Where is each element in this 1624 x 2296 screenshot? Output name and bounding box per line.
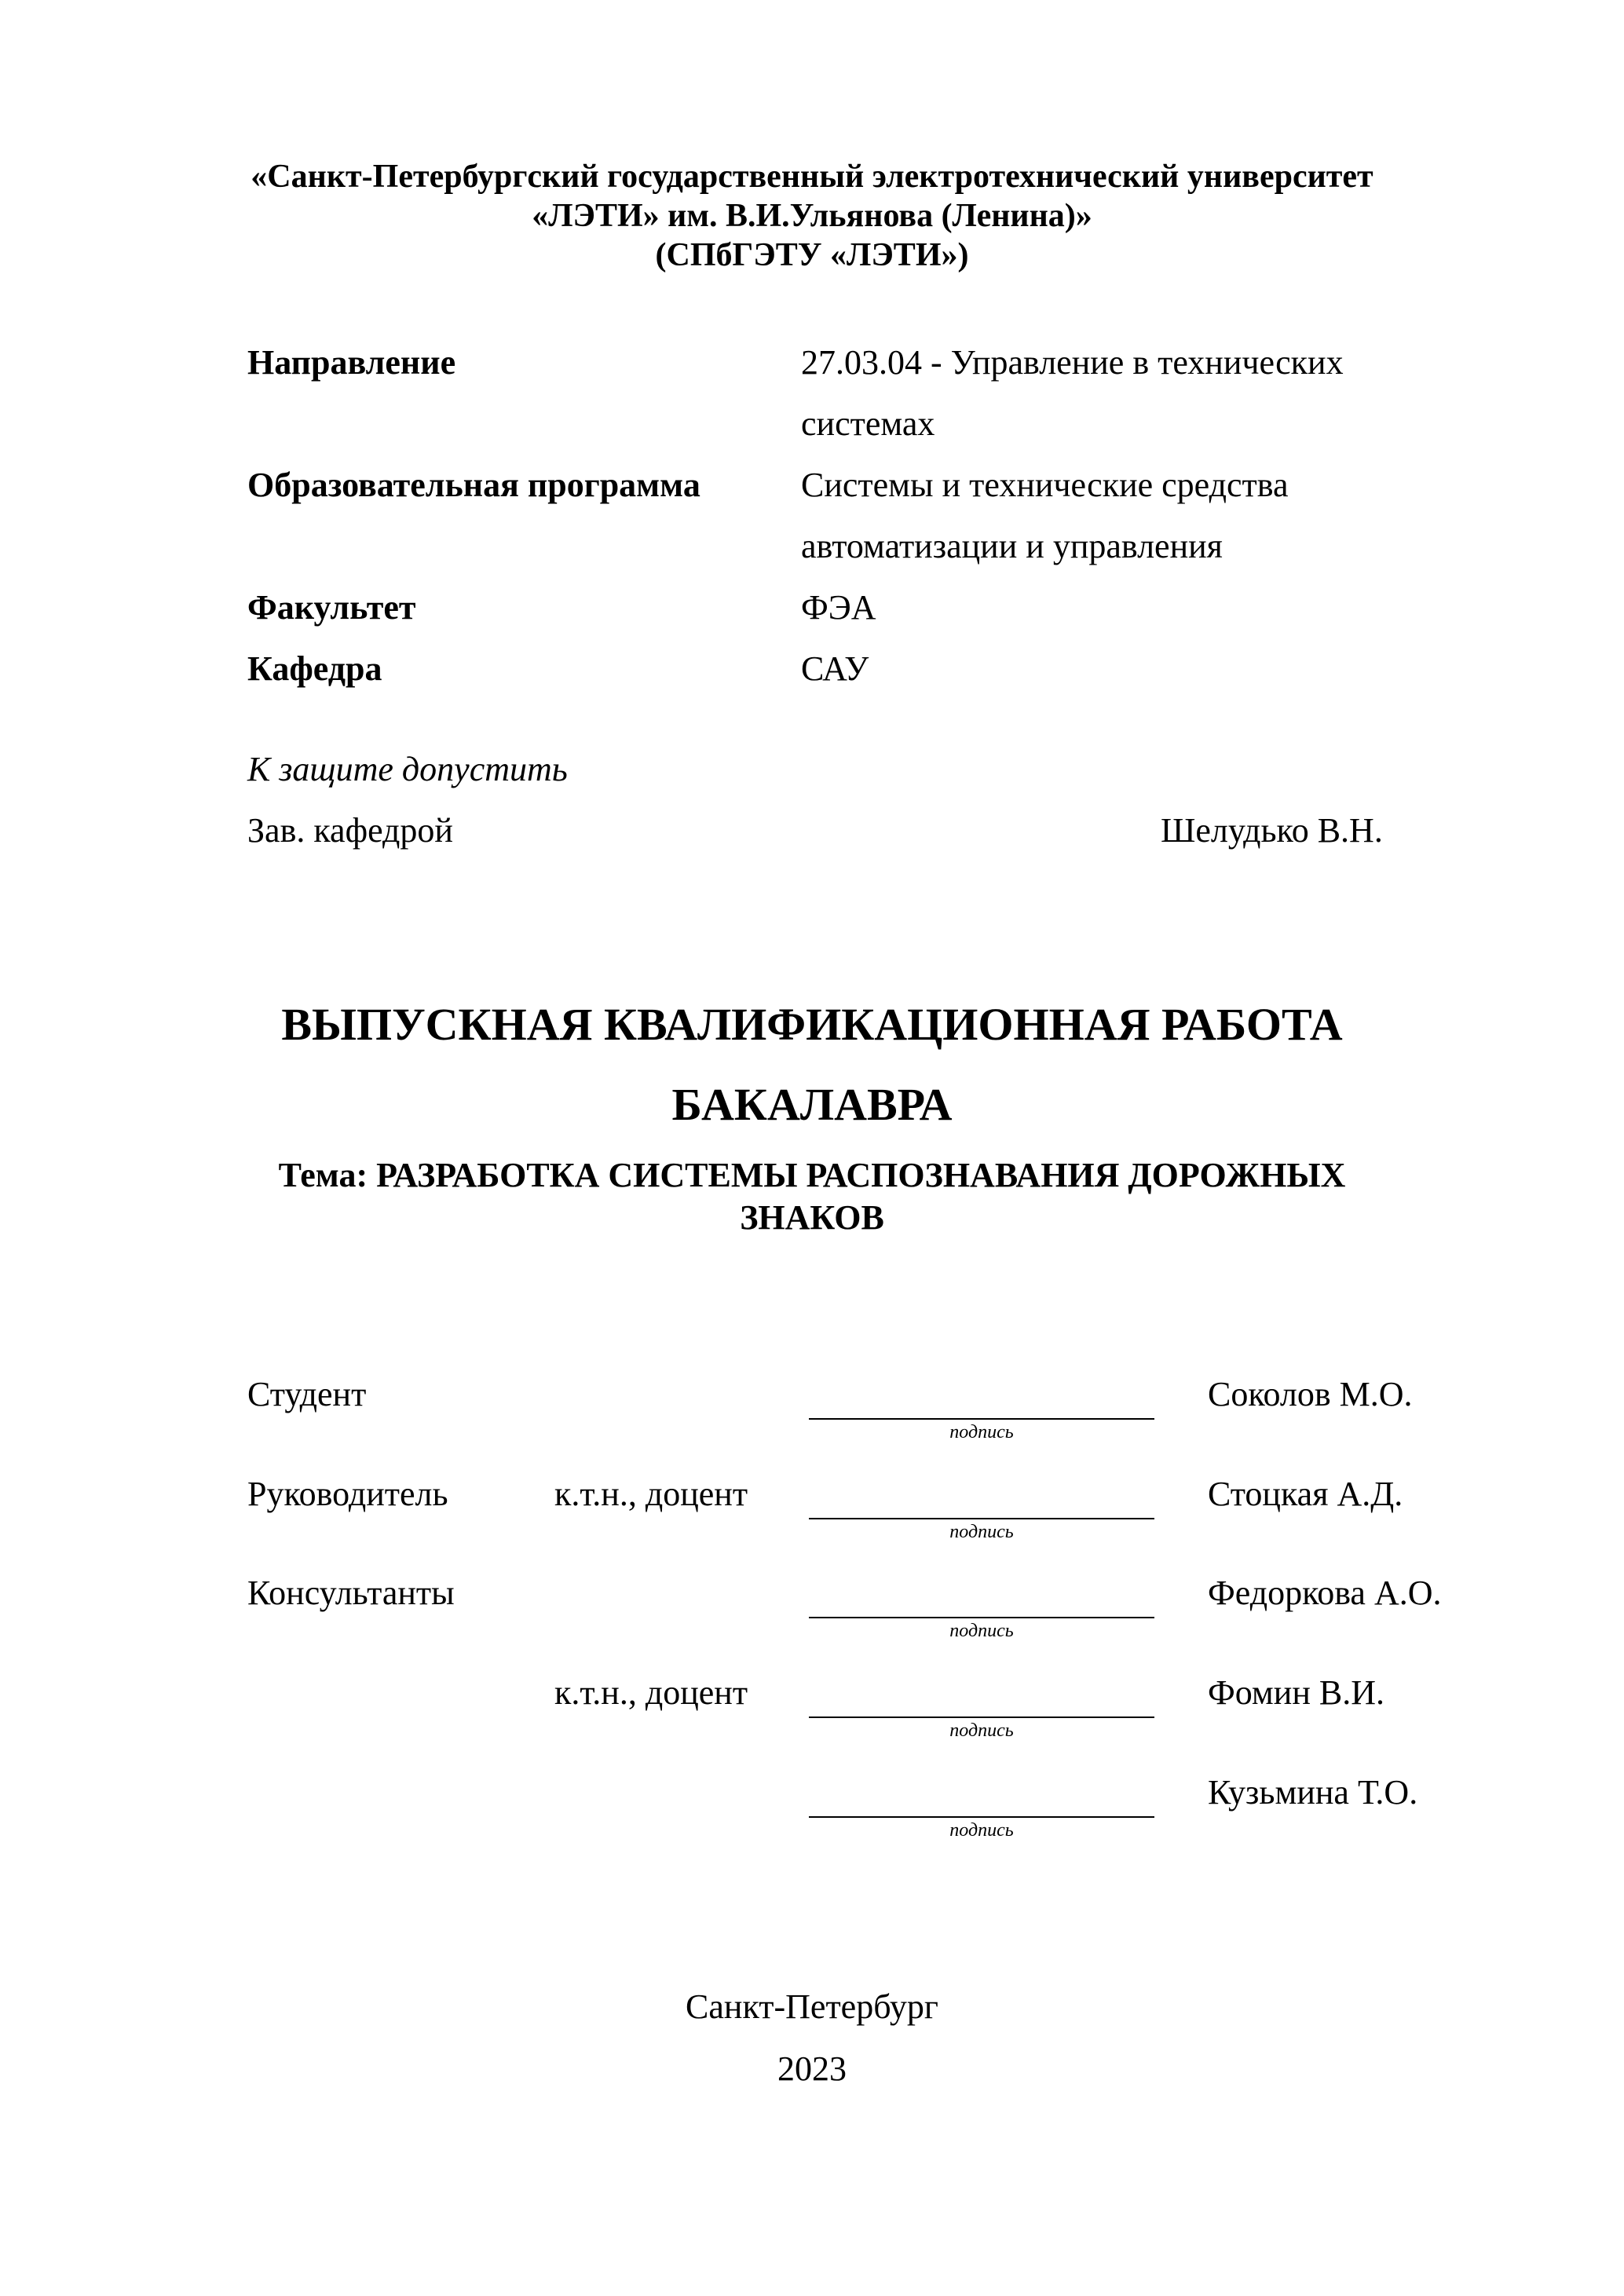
info-value-line: ФЭА bbox=[801, 588, 876, 627]
signature-caption: подпись bbox=[949, 1820, 1014, 1841]
info-label-program: Образовательная программа bbox=[247, 466, 700, 504]
info-value-line: системах bbox=[801, 404, 935, 443]
university-name-line-2: «ЛЭТИ» им. В.И.Ульянова (Ленина)» bbox=[532, 198, 1092, 234]
signature-line bbox=[809, 1418, 1154, 1420]
document-title-line-2: БАКАЛАВРА bbox=[671, 1079, 953, 1130]
info-value-line: 27.03.04 - Управление в технических bbox=[801, 343, 1344, 382]
info-value-direction bbox=[801, 332, 1508, 455]
info-value-program bbox=[801, 455, 1508, 577]
signature-line bbox=[809, 1518, 1154, 1519]
info-value-department bbox=[801, 638, 1508, 700]
info-value-line: Системы и технические средства bbox=[801, 466, 1289, 504]
approval-text: К защите допустить bbox=[247, 750, 568, 788]
signature-caption: подпись bbox=[949, 1720, 1014, 1741]
info-value-faculty bbox=[801, 577, 1508, 638]
info-label-department: Кафедра bbox=[247, 649, 382, 688]
signature-caption: подпись bbox=[949, 1621, 1014, 1641]
signature-role: Студент bbox=[247, 1375, 367, 1413]
footer-year: 2023 bbox=[777, 2049, 847, 2088]
document-topic bbox=[0, 1154, 1624, 1239]
university-header bbox=[0, 157, 1624, 275]
topic-line-1: Тема: РАЗРАБОТКА СИСТЕМЫ РАСПОЗНАВАНИЯ ДОРОЖНЫХ bbox=[278, 1156, 1346, 1194]
signature-rank: к.т.н., доцент bbox=[554, 1475, 748, 1513]
info-value-line: автоматизации и управления bbox=[801, 527, 1223, 565]
footer-city: Санкт-Петербург bbox=[686, 1987, 938, 2026]
signature-name: Соколов М.О. bbox=[1208, 1375, 1413, 1413]
signature-name: Стоцкая А.Д. bbox=[1208, 1475, 1403, 1513]
university-name-line-1: «Санкт-Петербургский государственный электротехнический университет bbox=[251, 159, 1373, 195]
signature-rank: к.т.н., доцент bbox=[554, 1673, 748, 1712]
approval-head-name: Шелудько В.Н. bbox=[1161, 811, 1383, 850]
signature-name: Фомин В.И. bbox=[1208, 1673, 1384, 1712]
signature-role: Руководитель bbox=[247, 1475, 448, 1513]
signature-caption: подпись bbox=[949, 1422, 1014, 1442]
info-label-faculty: Факультет bbox=[247, 588, 416, 627]
university-abbreviation: (СПбГЭТУ «ЛЭТИ») bbox=[655, 237, 969, 273]
signature-caption: подпись bbox=[949, 1522, 1014, 1542]
signature-line bbox=[809, 1717, 1154, 1718]
topic-line-2: ЗНАКОВ bbox=[740, 1198, 884, 1237]
info-value-line: САУ bbox=[801, 649, 869, 688]
signature-role: Консультанты bbox=[247, 1574, 455, 1612]
document-title-line-1: ВЫПУСКНАЯ КВАЛИФИКАЦИОННАЯ РАБОТА bbox=[281, 999, 1343, 1050]
info-label-direction: Направление bbox=[247, 343, 456, 382]
signature-line bbox=[809, 1617, 1154, 1618]
signature-name: Кузьмина Т.О. bbox=[1208, 1773, 1418, 1812]
approval-role: Зав. кафедрой bbox=[247, 811, 453, 850]
signature-name: Федоркова А.О. bbox=[1208, 1574, 1442, 1612]
signature-line bbox=[809, 1816, 1154, 1818]
